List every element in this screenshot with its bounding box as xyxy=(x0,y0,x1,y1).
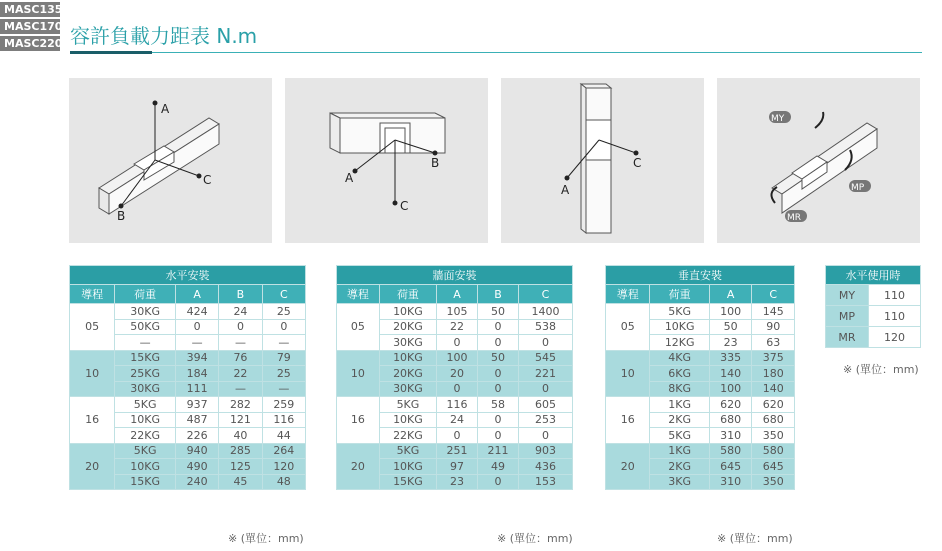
table-cell: 5KG xyxy=(650,304,709,320)
table-cell: 30KG xyxy=(379,381,436,397)
table-wall-mount xyxy=(336,265,573,490)
table-cell: 120 xyxy=(262,459,305,475)
table-row xyxy=(826,285,921,306)
table-cell: — xyxy=(115,335,176,351)
table-cell: 394 xyxy=(175,350,218,366)
table-cell: 251 xyxy=(437,443,478,459)
table-cell: 605 xyxy=(518,397,572,413)
lead-cell: 05 xyxy=(70,304,115,351)
diagram-moments xyxy=(717,78,920,243)
table-cell: 6KG xyxy=(650,366,709,382)
table-horizontal-mount xyxy=(69,265,306,490)
unit-note: ※ (單位：mm) xyxy=(843,363,919,376)
table-cell: 20KG xyxy=(379,366,436,382)
table-cell: — xyxy=(175,335,218,351)
title-rule-accent xyxy=(70,51,152,54)
table-cell: 40 xyxy=(219,428,262,444)
table-cell: 97 xyxy=(437,459,478,475)
table-cell: 335 xyxy=(709,350,752,366)
table-cell: 538 xyxy=(518,319,572,335)
table-cell: 8KG xyxy=(650,381,709,397)
table-cell: 125 xyxy=(219,459,262,475)
table-row xyxy=(826,306,921,327)
table-cell: 0 xyxy=(175,319,218,335)
table-cell: 23 xyxy=(709,335,752,351)
table-cell: 50 xyxy=(709,319,752,335)
table-cell: 140 xyxy=(752,381,795,397)
table-cell: 10KG xyxy=(379,412,436,428)
table-cell: 0 xyxy=(437,335,478,351)
column-header: B xyxy=(219,285,262,304)
table-row xyxy=(70,443,306,459)
table-row xyxy=(337,397,573,413)
table-cell: 180 xyxy=(752,366,795,382)
svg-text:A: A xyxy=(345,171,354,185)
table-cell: 10KG xyxy=(650,319,709,335)
horizontal-mount-illustration xyxy=(69,78,272,243)
table-cell: 1KG xyxy=(650,443,709,459)
moment-name: MY xyxy=(826,285,869,306)
page-title: 容許負載力距表 N.m xyxy=(70,24,258,48)
table-cell: 100 xyxy=(437,350,478,366)
table-cell: 545 xyxy=(518,350,572,366)
table-cell: — xyxy=(262,381,305,397)
table-row xyxy=(606,304,795,320)
table-cell: 645 xyxy=(752,459,795,475)
moment-value: 120 xyxy=(868,327,920,348)
table-cell: — xyxy=(219,335,262,351)
label-c: C xyxy=(203,173,212,187)
table-cell: 259 xyxy=(262,397,305,413)
table-cell: 240 xyxy=(175,474,218,490)
table-title: 水平安裝 xyxy=(70,266,306,285)
table-cell: 424 xyxy=(175,304,218,320)
table-cell: 12KG xyxy=(650,335,709,351)
table-cell: 50KG xyxy=(115,319,176,335)
lead-cell: 10 xyxy=(337,350,380,397)
column-header: 導程 xyxy=(606,285,650,304)
table-cell: 221 xyxy=(518,366,572,382)
table-cell: 0 xyxy=(219,319,262,335)
table-cell: 24 xyxy=(437,412,478,428)
table-cell: 310 xyxy=(709,428,752,444)
table-cell: 25 xyxy=(262,304,305,320)
column-header: 荷重 xyxy=(650,285,709,304)
table-row xyxy=(606,350,795,366)
table-cell: 22 xyxy=(437,319,478,335)
table-cell: 49 xyxy=(478,459,519,475)
table-cell: 310 xyxy=(709,474,752,490)
table-cell: 620 xyxy=(709,397,752,413)
table-cell: 350 xyxy=(752,428,795,444)
table-cell: 211 xyxy=(478,443,519,459)
table-cell: 100 xyxy=(709,304,752,320)
label-b: B xyxy=(117,209,126,223)
table-cell: 680 xyxy=(709,412,752,428)
table-title: 牆面安裝 xyxy=(337,266,573,285)
model-badge: MASC220 xyxy=(0,36,60,51)
lead-cell: 20 xyxy=(606,443,650,490)
label-a: A xyxy=(161,102,170,116)
table-cell: 25KG xyxy=(115,366,176,382)
column-header: C xyxy=(752,285,795,304)
table-cell: 5KG xyxy=(379,397,436,413)
table-cell: 30KG xyxy=(115,304,176,320)
table-cell: 105 xyxy=(437,304,478,320)
moment-name: MP xyxy=(826,306,869,327)
table-cell: 436 xyxy=(518,459,572,475)
table-cell: 0 xyxy=(478,474,519,490)
table-cell: 50 xyxy=(478,304,519,320)
table-cell: 20 xyxy=(437,366,478,382)
column-header: C xyxy=(262,285,305,304)
svg-text:C: C xyxy=(633,156,642,170)
table-cell: 1400 xyxy=(518,304,572,320)
table-cell: 0 xyxy=(437,381,478,397)
table-cell: 20KG xyxy=(379,319,436,335)
diagram-wall xyxy=(285,78,488,243)
model-badges xyxy=(0,2,63,53)
table-cell: 15KG xyxy=(379,474,436,490)
table-cell: 680 xyxy=(752,412,795,428)
table-cell: 25 xyxy=(262,366,305,382)
table-row xyxy=(337,443,573,459)
column-header: 荷重 xyxy=(115,285,176,304)
svg-text:MY: MY xyxy=(771,114,785,124)
column-header: A xyxy=(709,285,752,304)
column-header: 荷重 xyxy=(379,285,436,304)
table-cell: 645 xyxy=(709,459,752,475)
table-cell: 184 xyxy=(175,366,218,382)
table-cell: 0 xyxy=(518,335,572,351)
table-cell: 22 xyxy=(219,366,262,382)
table-cell: 2KG xyxy=(650,459,709,475)
table-cell: 24 xyxy=(219,304,262,320)
svg-text:C: C xyxy=(400,199,409,213)
table-title: 垂直安裝 xyxy=(606,266,795,285)
table-cell: 63 xyxy=(752,335,795,351)
table-row xyxy=(70,350,306,366)
lead-cell: 10 xyxy=(606,350,650,397)
table-cell: 0 xyxy=(437,428,478,444)
table-row xyxy=(606,443,795,459)
svg-text:MR: MR xyxy=(787,213,802,223)
table-vertical-mount xyxy=(605,265,795,490)
table-cell: 253 xyxy=(518,412,572,428)
table-cell: 10KG xyxy=(115,459,176,475)
table-title: 水平使用時 xyxy=(826,266,921,285)
unit-note: ※ (單位：mm) xyxy=(228,532,304,545)
svg-text:A: A xyxy=(561,183,570,197)
table-cell: 116 xyxy=(437,397,478,413)
table-cell: 0 xyxy=(478,366,519,382)
table-cell: 121 xyxy=(219,412,262,428)
table-cell: 375 xyxy=(752,350,795,366)
table-cell: 3KG xyxy=(650,474,709,490)
table-row xyxy=(70,304,306,320)
table-cell: 10KG xyxy=(115,412,176,428)
table-cell: 5KG xyxy=(115,397,176,413)
moment-value: 110 xyxy=(868,285,920,306)
table-cell: 487 xyxy=(175,412,218,428)
table-cell: 5KG xyxy=(650,428,709,444)
table-row xyxy=(826,327,921,348)
title-rule xyxy=(70,52,922,53)
column-header: 導程 xyxy=(337,285,380,304)
column-header: A xyxy=(437,285,478,304)
table-cell: 0 xyxy=(518,428,572,444)
model-badge: MASC135 xyxy=(0,2,60,17)
moment-name: MR xyxy=(826,327,869,348)
table-row xyxy=(606,397,795,413)
table-cell: 50 xyxy=(478,350,519,366)
diagram-horizontal xyxy=(69,78,272,243)
lead-cell: 20 xyxy=(70,443,115,490)
unit-note: ※ (單位：mm) xyxy=(497,532,573,545)
table-cell: 226 xyxy=(175,428,218,444)
table-cell: 285 xyxy=(219,443,262,459)
table-cell: 153 xyxy=(518,474,572,490)
table-cell: 490 xyxy=(175,459,218,475)
lead-cell: 16 xyxy=(70,397,115,444)
table-cell: 940 xyxy=(175,443,218,459)
table-row xyxy=(337,304,573,320)
table-cell: 140 xyxy=(709,366,752,382)
table-cell: 0 xyxy=(478,335,519,351)
table-cell: 0 xyxy=(478,319,519,335)
diagram-vertical xyxy=(501,78,704,243)
table-cell: 10KG xyxy=(379,459,436,475)
table-cell: 30KG xyxy=(379,335,436,351)
lead-cell: 16 xyxy=(606,397,650,444)
table-cell: 4KG xyxy=(650,350,709,366)
column-header: B xyxy=(478,285,519,304)
moment-value: 110 xyxy=(868,306,920,327)
table-cell: 282 xyxy=(219,397,262,413)
table-cell: 937 xyxy=(175,397,218,413)
table-cell: 58 xyxy=(478,397,519,413)
table-cell: 22KG xyxy=(379,428,436,444)
table-cell: 0 xyxy=(262,319,305,335)
table-cell: 111 xyxy=(175,381,218,397)
table-cell: 22KG xyxy=(115,428,176,444)
table-cell: 10KG xyxy=(379,350,436,366)
table-cell: 5KG xyxy=(379,443,436,459)
table-horizontal-use xyxy=(825,265,921,348)
table-cell: — xyxy=(219,381,262,397)
table-cell: 0 xyxy=(478,428,519,444)
column-header: A xyxy=(175,285,218,304)
lead-cell: 16 xyxy=(337,397,380,444)
column-header: 導程 xyxy=(70,285,115,304)
svg-text:B: B xyxy=(431,156,440,170)
table-row xyxy=(70,397,306,413)
table-cell: 30KG xyxy=(115,381,176,397)
table-cell: 5KG xyxy=(115,443,176,459)
table-cell: 79 xyxy=(262,350,305,366)
lead-cell: 10 xyxy=(70,350,115,397)
table-cell: 44 xyxy=(262,428,305,444)
table-cell: 116 xyxy=(262,412,305,428)
table-cell: 45 xyxy=(219,474,262,490)
table-cell: 10KG xyxy=(379,304,436,320)
table-cell: 580 xyxy=(709,443,752,459)
table-cell: 350 xyxy=(752,474,795,490)
table-cell: — xyxy=(262,335,305,351)
unit-note: ※ (單位：mm) xyxy=(717,532,793,545)
table-cell: 23 xyxy=(437,474,478,490)
table-cell: 15KG xyxy=(115,474,176,490)
table-cell: 903 xyxy=(518,443,572,459)
table-cell: 100 xyxy=(709,381,752,397)
table-cell: 580 xyxy=(752,443,795,459)
model-badge: MASC170 xyxy=(0,19,60,34)
table-cell: 76 xyxy=(219,350,262,366)
table-cell: 15KG xyxy=(115,350,176,366)
lead-cell: 05 xyxy=(337,304,380,351)
table-cell: 0 xyxy=(478,381,519,397)
table-cell: 0 xyxy=(518,381,572,397)
table-cell: 90 xyxy=(752,319,795,335)
table-cell: 620 xyxy=(752,397,795,413)
lead-cell: 20 xyxy=(337,443,380,490)
table-cell: 264 xyxy=(262,443,305,459)
table-cell: 48 xyxy=(262,474,305,490)
column-header: C xyxy=(518,285,572,304)
table-row xyxy=(337,350,573,366)
lead-cell: 05 xyxy=(606,304,650,351)
table-cell: 1KG xyxy=(650,397,709,413)
table-cell: 2KG xyxy=(650,412,709,428)
table-cell: 145 xyxy=(752,304,795,320)
svg-text:MP: MP xyxy=(851,183,865,193)
table-cell: 0 xyxy=(478,412,519,428)
